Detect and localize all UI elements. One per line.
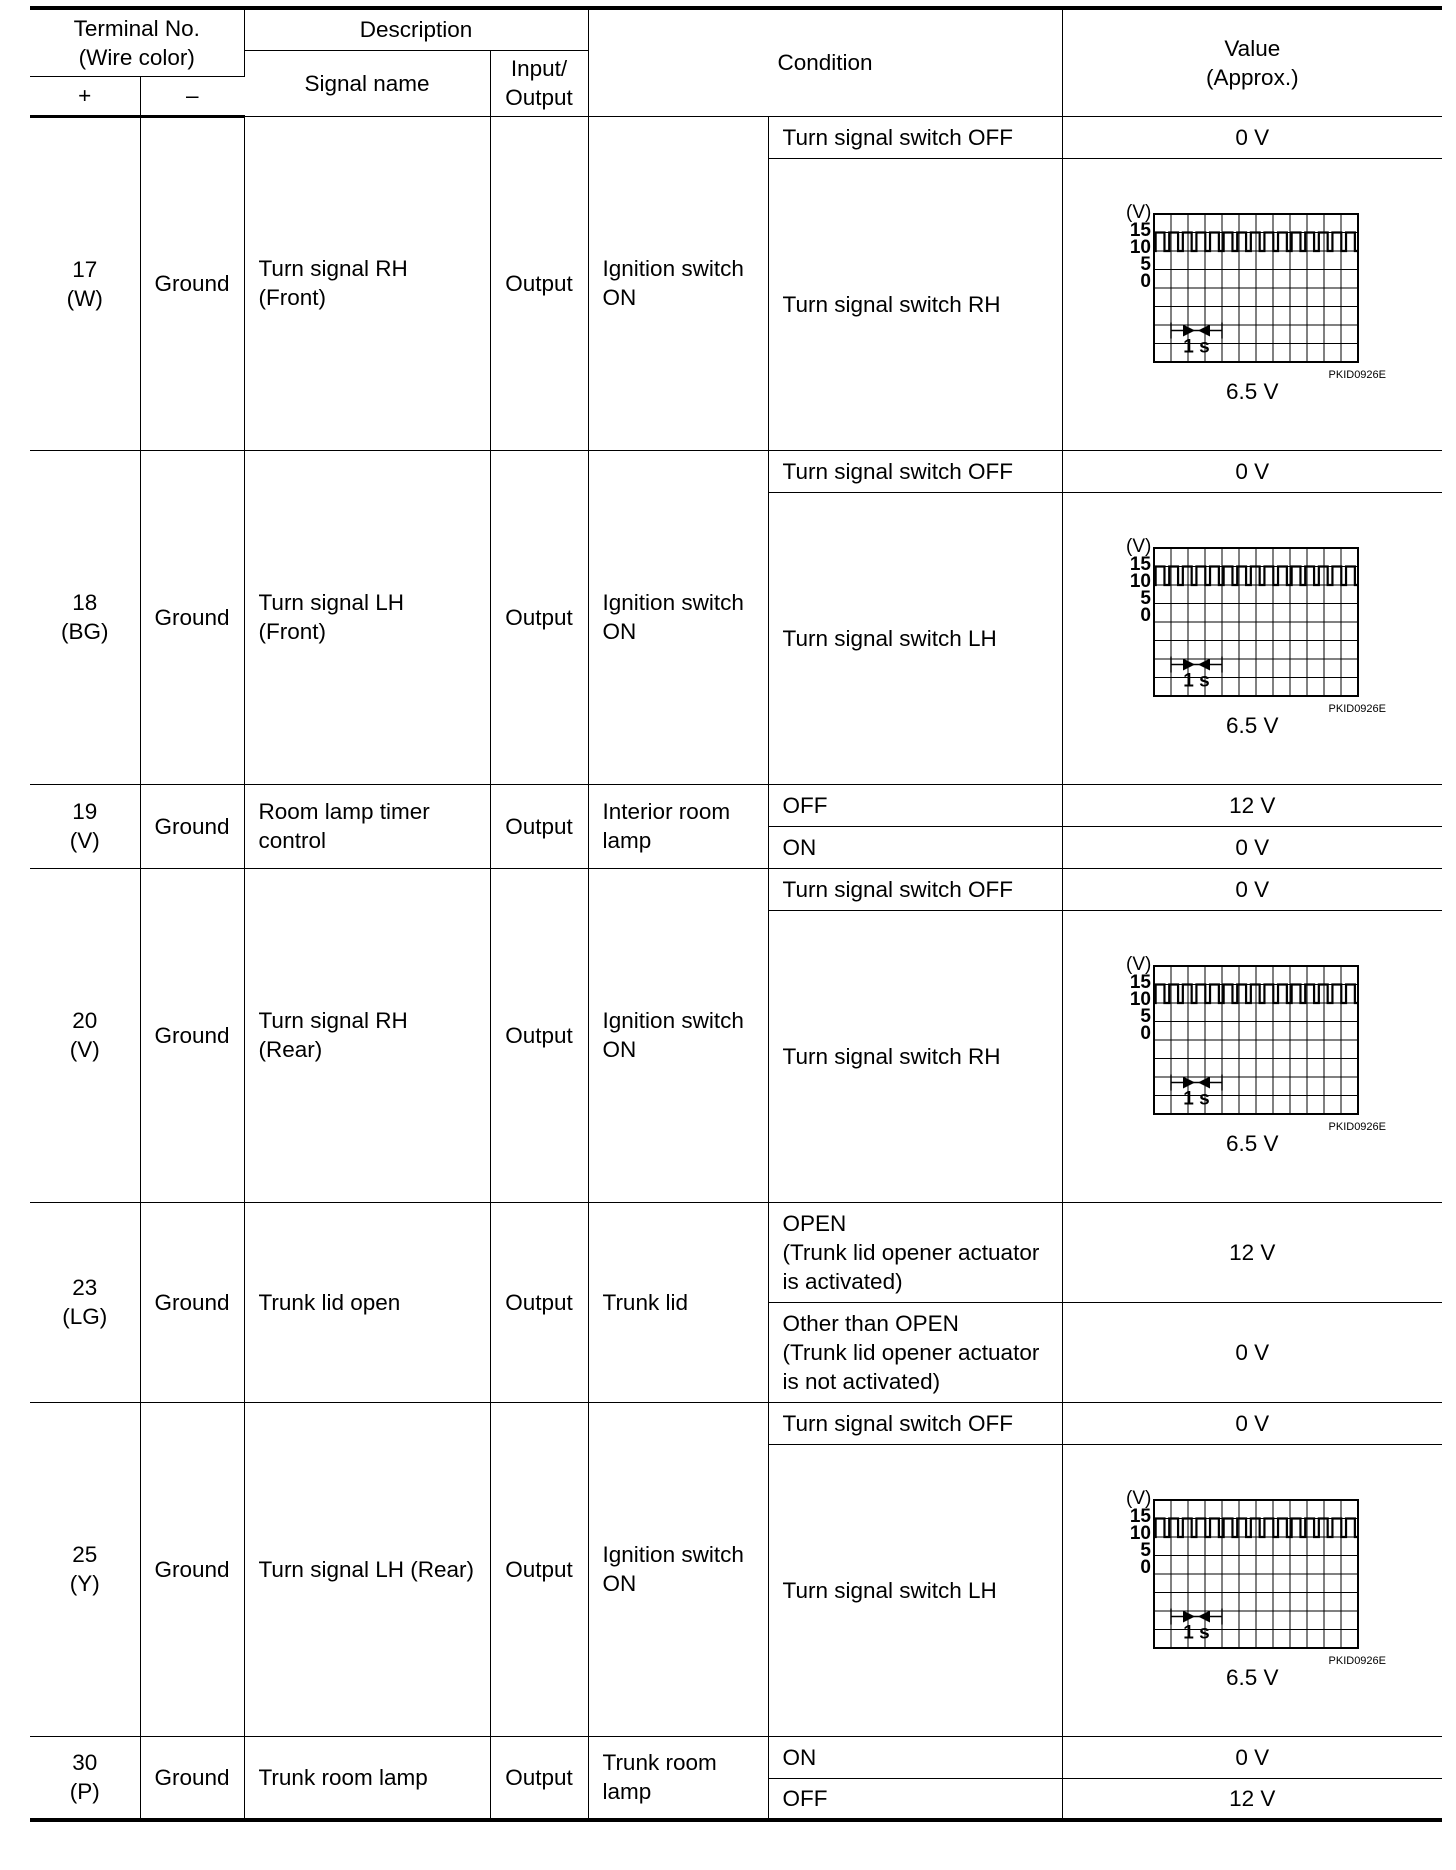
terminal-line: 20 — [72, 1008, 98, 1033]
waveform-code: PKID0926E — [1328, 702, 1387, 713]
waveform-diagram — [1114, 1485, 1390, 1665]
main-condition-cell — [588, 784, 768, 868]
waveform-tick-label: 15 — [1130, 971, 1152, 993]
main-condition-line: ON — [602, 1571, 637, 1596]
header-signal-name: Signal name — [244, 50, 490, 116]
sub-condition-cell — [768, 1778, 1062, 1820]
terminal-cell — [30, 1402, 140, 1736]
signal-name-cell — [244, 1202, 490, 1402]
terminal-line: 17 — [72, 256, 98, 282]
header-condition: Condition — [588, 8, 1062, 116]
sub-condition-cell — [768, 1736, 1062, 1778]
waveform-period-label: 1 s — [1183, 1088, 1211, 1110]
table-row — [30, 868, 1442, 910]
value-cell: 0 V — [1062, 1302, 1442, 1402]
header-io — [490, 50, 588, 116]
waveform-tick-label: 0 — [1140, 270, 1152, 292]
terminal-cell — [30, 784, 140, 868]
signal-name-cell — [244, 450, 490, 784]
terminal-line: (Y) — [69, 1571, 100, 1596]
value-cell: 0 V — [1062, 1736, 1442, 1778]
sub-condition-line: Turn signal switch RH — [782, 291, 1001, 317]
sub-condition-cell — [768, 116, 1062, 158]
header-io-line2: Output — [505, 85, 573, 110]
terminal-line: (W) — [66, 285, 103, 311]
signal-name-cell — [244, 868, 490, 1202]
signal-name-line: control — [258, 828, 327, 853]
main-condition-line: Interior room — [602, 799, 731, 824]
sub-condition-line: ON — [782, 1744, 817, 1770]
io-cell: Output — [490, 868, 588, 1202]
sub-condition-line: is not activated) — [782, 1368, 941, 1394]
waveform-tick-label: 15 — [1130, 1505, 1152, 1527]
io-cell: Output — [490, 1402, 588, 1736]
sub-condition-cell — [768, 450, 1062, 492]
main-condition-cell — [588, 868, 768, 1202]
signal-name-line: Turn signal RH — [258, 256, 408, 281]
table-row — [30, 1736, 1442, 1778]
sub-condition-cell — [768, 1302, 1062, 1402]
sub-condition-cell — [768, 492, 1062, 784]
value-text: 6.5 V — [1226, 1664, 1279, 1690]
sub-condition-line: is activated) — [782, 1268, 903, 1294]
io-cell: Output — [490, 450, 588, 784]
header-plus: + — [30, 76, 140, 116]
main-condition-line: Ignition switch — [602, 256, 744, 281]
sub-condition-line: (Trunk lid opener actuator — [782, 1339, 1040, 1365]
waveform-tick-label: 10 — [1130, 570, 1152, 592]
signal-name-line: Room lamp timer — [258, 799, 430, 824]
sub-condition-line: Turn signal switch OFF — [782, 876, 1014, 902]
signal-name-cell — [244, 116, 490, 450]
main-condition-cell — [588, 1202, 768, 1402]
terminal-line: (BG) — [61, 619, 109, 644]
main-condition-cell — [588, 1402, 768, 1736]
sub-condition-line: Turn signal switch OFF — [782, 1410, 1014, 1436]
signal-name-line: Turn signal RH (Rear) — [258, 1008, 408, 1062]
waveform-tick-label: 10 — [1130, 988, 1152, 1010]
sub-condition-cell — [768, 784, 1062, 826]
waveform-tick-label: 10 — [1130, 1522, 1152, 1544]
terminal-line: 25 — [72, 1542, 98, 1567]
main-condition-line: ON — [602, 1037, 637, 1062]
value-cell: 12 V — [1062, 1778, 1442, 1820]
terminal-line: (LG) — [62, 1304, 108, 1329]
ground-cell: Ground — [140, 116, 244, 450]
header-terminal-no: Terminal No. — [73, 15, 200, 41]
sub-condition-line: Turn signal switch LH — [782, 625, 997, 651]
main-condition-line: ON — [602, 285, 637, 310]
signal-name-line: (Front) — [258, 285, 327, 310]
main-condition-cell — [588, 116, 768, 450]
value-text: 6.5 V — [1226, 712, 1279, 738]
io-cell: Output — [490, 784, 588, 868]
sub-condition-line: Turn signal switch RH — [782, 1043, 1001, 1069]
sub-condition-cell — [768, 158, 1062, 450]
waveform-tick-label: 0 — [1140, 604, 1152, 626]
value-cell: 12 V — [1062, 1202, 1442, 1302]
waveform-tick-label: 15 — [1130, 219, 1152, 241]
terminal-line: (P) — [69, 1779, 100, 1805]
sub-condition-line: OPEN — [782, 1210, 847, 1236]
main-condition-cell — [588, 450, 768, 784]
header-io-line1: Input/ — [510, 56, 568, 81]
sub-condition-cell — [768, 1402, 1062, 1444]
signal-name-cell — [244, 1736, 490, 1820]
sub-condition-cell — [768, 1202, 1062, 1302]
waveform-tick-label: 5 — [1140, 1539, 1152, 1561]
signal-name-cell — [244, 1402, 490, 1736]
table-row — [30, 1402, 1442, 1444]
table-row — [30, 784, 1442, 826]
value-cell: 0 V — [1062, 116, 1442, 158]
waveform-period-label: 1 s — [1183, 1622, 1211, 1644]
io-cell: Output — [490, 1202, 588, 1402]
main-condition-line: Ignition switch — [602, 590, 744, 615]
ground-cell: Ground — [140, 1736, 244, 1820]
waveform-tick-label: 0 — [1140, 1022, 1152, 1044]
terminal-line: (V) — [69, 828, 100, 853]
main-condition-line: Ignition switch — [602, 1008, 744, 1033]
value-waveform-cell — [1062, 910, 1442, 1202]
value-cell: 0 V — [1062, 826, 1442, 868]
waveform-period-label: 1 s — [1183, 336, 1211, 358]
waveform-diagram — [1114, 951, 1390, 1131]
value-cell: 0 V — [1062, 868, 1442, 910]
sub-condition-line: OFF — [782, 1785, 828, 1811]
waveform-tick-label: 5 — [1140, 587, 1152, 609]
header-value-line2: (Approx.) — [1206, 64, 1299, 90]
header-wire-color: (Wire color) — [78, 44, 195, 70]
value-cell: 12 V — [1062, 784, 1442, 826]
waveform-code: PKID0926E — [1328, 1654, 1387, 1665]
sub-condition-line: Turn signal switch OFF — [782, 124, 1014, 150]
main-condition-line: ON — [602, 619, 637, 644]
sub-condition-cell — [768, 868, 1062, 910]
sub-condition-cell — [768, 1444, 1062, 1736]
value-waveform-cell — [1062, 1444, 1442, 1736]
header-value — [1062, 8, 1442, 116]
waveform-tick-label: 5 — [1140, 253, 1152, 275]
terminal-line: 30 — [72, 1750, 98, 1776]
terminal-line: 23 — [72, 1275, 98, 1300]
waveform-tick-label: 10 — [1130, 236, 1152, 258]
sub-condition-line: ON — [782, 834, 817, 860]
waveform-code: PKID0926E — [1328, 368, 1387, 379]
waveform-tick-label: 5 — [1140, 1005, 1152, 1027]
main-condition-line: Ignition switch — [602, 1542, 744, 1567]
ground-cell: Ground — [140, 1202, 244, 1402]
main-condition-line: Trunk room — [602, 1750, 717, 1776]
sub-condition-cell — [768, 826, 1062, 868]
terminal-cell — [30, 868, 140, 1202]
header-terminal — [30, 8, 244, 76]
waveform-unit-label: (V) — [1126, 953, 1152, 975]
terminal-line: (V) — [69, 1037, 100, 1062]
sub-condition-line: Other than OPEN — [782, 1310, 959, 1336]
waveform-tick-label: 0 — [1140, 1556, 1152, 1578]
terminal-spec-table — [30, 6, 1442, 1822]
sub-condition-line: (Trunk lid opener actuator — [782, 1239, 1040, 1265]
ground-cell: Ground — [140, 868, 244, 1202]
waveform-unit-label: (V) — [1126, 1487, 1152, 1509]
signal-name-line: Turn signal LH (Front) — [258, 590, 404, 644]
io-cell: Output — [490, 1736, 588, 1820]
terminal-line: 19 — [72, 799, 98, 824]
sub-condition-line: Turn signal switch LH — [782, 1577, 997, 1603]
main-condition-line: Trunk lid — [602, 1289, 688, 1315]
signal-name-line: Turn signal LH (Rear) — [258, 1556, 475, 1582]
sub-condition-cell — [768, 910, 1062, 1202]
terminal-cell — [30, 450, 140, 784]
sub-condition-line: OFF — [782, 792, 828, 818]
ground-cell: Ground — [140, 450, 244, 784]
table-row — [30, 450, 1442, 492]
terminal-cell — [30, 1202, 140, 1402]
table-row — [30, 116, 1442, 158]
io-cell: Output — [490, 116, 588, 450]
terminal-cell — [30, 1736, 140, 1820]
signal-name-line: Trunk lid open — [258, 1289, 401, 1315]
terminal-cell — [30, 116, 140, 450]
waveform-code: PKID0926E — [1328, 1120, 1387, 1131]
value-text: 6.5 V — [1226, 1130, 1279, 1156]
value-waveform-cell — [1062, 158, 1442, 450]
waveform-unit-label: (V) — [1126, 201, 1152, 223]
sub-condition-line: Turn signal switch OFF — [782, 458, 1014, 484]
waveform-unit-label: (V) — [1126, 535, 1152, 557]
waveform-tick-label: 15 — [1130, 553, 1152, 575]
header-description: Description — [244, 8, 588, 50]
waveform-diagram — [1114, 533, 1390, 713]
main-condition-cell — [588, 1736, 768, 1820]
main-condition-line: lamp — [602, 1779, 652, 1805]
value-text: 6.5 V — [1226, 378, 1279, 404]
signal-name-cell — [244, 784, 490, 868]
table-row — [30, 1202, 1442, 1302]
header-value-line1: Value — [1224, 35, 1281, 61]
signal-name-line: Trunk room lamp — [258, 1764, 428, 1790]
main-condition-line: lamp — [602, 828, 652, 853]
header-minus: – — [140, 76, 244, 116]
ground-cell: Ground — [140, 784, 244, 868]
value-cell: 0 V — [1062, 1402, 1442, 1444]
value-cell: 0 V — [1062, 450, 1442, 492]
ground-cell: Ground — [140, 1402, 244, 1736]
waveform-diagram — [1114, 199, 1390, 379]
terminal-line: 18 — [72, 590, 98, 615]
waveform-period-label: 1 s — [1183, 670, 1211, 692]
value-waveform-cell — [1062, 492, 1442, 784]
